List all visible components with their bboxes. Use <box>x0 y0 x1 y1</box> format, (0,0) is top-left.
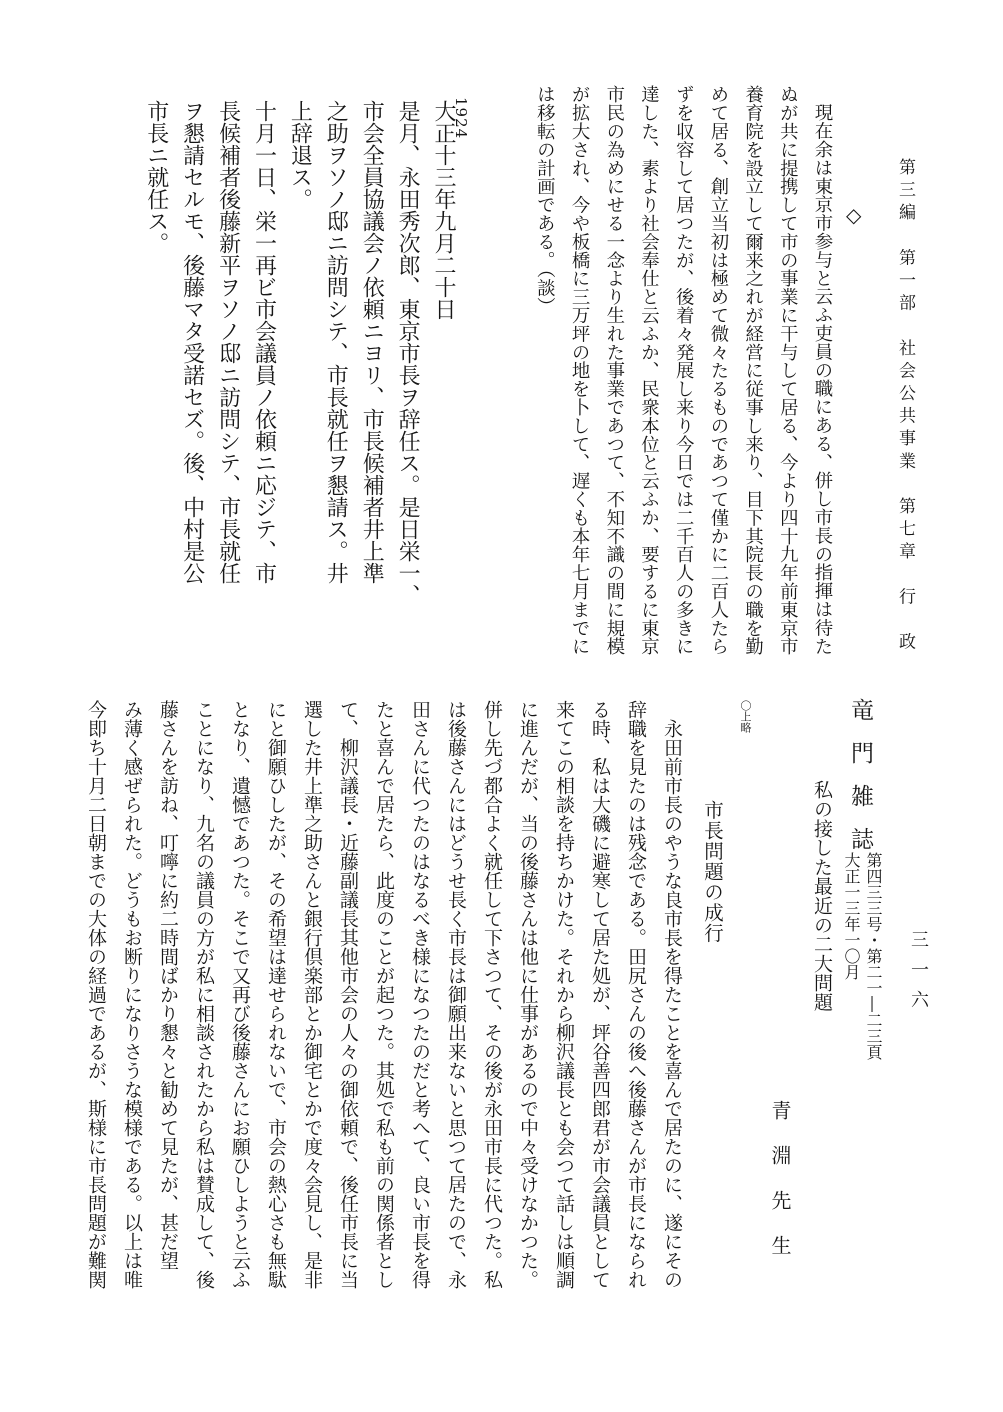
text-line: たと喜んで居たら、此度のことが起つた。其処で私も前の関係者とし <box>373 700 395 1289</box>
text-line: 来てこの相談を持ちかけた。それから柳沢議長とも会つて話しは順調 <box>553 700 575 1289</box>
text-line: 市会全員協議会ノ依頼ニヨリ、市長候補者井上準 <box>359 100 385 584</box>
chronicle-entry <box>138 100 461 606</box>
text-line: 現在余は東京市参与と云ふ吏員の職にある、併し市長の指揮は待た <box>812 103 833 656</box>
text-line: 併し先づ都合よく就任して下さつて、その後が永田市長に代つた。私 <box>481 700 503 1289</box>
text-line: 今即ち十月二日朝までの大体の経過であるが、斯様に市長問題が難関 <box>85 700 107 1289</box>
text-line: ぬが共に提携して市の事業に干与して居る、今より四十九年前東京市 <box>777 85 799 656</box>
text-line: が拡大され、今や板橋に三万坪の地を卜して、遅くも本年七月までに <box>569 85 591 656</box>
text-line: て、柳沢議長・近藤副議長其他市会の人々の御依頼で、後任市長に当 <box>337 700 359 1289</box>
chronicle-year: 1924 <box>452 97 470 140</box>
text-line: となり、遺憾であつた。そこで又再び後藤さんにお願ひしようと云ふ <box>229 700 251 1289</box>
text-line: ことになり、九名の議員の方が私に相談されたから私は賛成して、後 <box>193 700 215 1289</box>
text-line: 十月一日、栄一再ビ市会議員ノ依頼ニ応ジテ、市 <box>251 100 277 584</box>
running-head: 第三編 第一部 社会公共事業 第七章 行 政 <box>895 158 915 656</box>
text-line: 上辞退ス。 <box>287 100 313 210</box>
text-line: ヲ懇請セルモ、後藤マタ受諾セズ。後、中村是公 <box>179 100 205 584</box>
text-line: めて居る、創立当初は極めて微々たるものであつて僅かに二百人たら <box>707 85 729 656</box>
text-line: 養育院を設立して爾来之れが経営に従事し来り、目下其院長の職を勤 <box>742 85 764 656</box>
text-line: は後藤さんにはどうせ長く市長は御願出来ないと思つて居たので、永 <box>445 700 467 1289</box>
article-title: 私の接した最近の二大問題 <box>811 780 833 1012</box>
journal-reference <box>840 852 884 1060</box>
chronicle-date: 大正十三年九月二十日 <box>431 100 456 320</box>
text-line: 辞職を見たのは残念である。田尻さんの後へ後藤さんが市長になられ <box>625 700 647 1289</box>
text-line: 田さんに代つたのはなるべき様になつたのだと考へて、良い市長を得 <box>409 700 431 1289</box>
text-line: 永田前市長のやうな良市長を得たことを喜んで居たのに、遂にその <box>661 719 683 1289</box>
text-line: にと御願ひしたが、その希望は達せられないで、市会の熱心さも無駄 <box>265 700 287 1289</box>
text-line: 市長ニ就任ス。 <box>143 100 169 254</box>
text-line: 是月、永田秀次郎、東京市長ヲ辞任ス。是日栄一、 <box>395 100 421 606</box>
text-line: 選した井上準之助さんと銀行倶楽部とか御宅とかで度々会見し、是非 <box>301 700 323 1289</box>
text-line: 之助ヲソノ邸ニ訪問シテ、市長就任ヲ懇請ス。井 <box>323 100 349 584</box>
text-line: 藤さんを訪ね、叮嚀に約二時間ばかり懇々と勧めて見たが、甚だ望 <box>157 700 179 1270</box>
journal-issue: 第四三三号・第二一―二三頁 <box>864 852 883 1060</box>
top-article-body <box>527 85 839 655</box>
page-number: 三一六 <box>908 930 929 1020</box>
text-line: み薄く感ぜられた。どうもお断りになりさうな模様である。以上は唯 <box>121 700 143 1289</box>
text-line: 達した、素より社会奉仕と云ふか、民衆本位と云ふか、要するに東京 <box>638 85 660 656</box>
article-subheading: 市長問題の成行 <box>701 800 724 944</box>
text-line: は移転の計画である。（談） <box>534 85 556 315</box>
text-line: ずを収容して居つたが、後着々発展し来り今日では二千百人の多きに <box>673 85 695 656</box>
text-line: る時、私は大磯に避寒して居た処が、坪谷善四郎君が市会議員として <box>589 700 611 1289</box>
omission-note: 〇上略 <box>739 700 752 733</box>
journal-date: 大正一三年一〇月 <box>842 852 861 980</box>
text-line: 長候補者後藤新平ヲソノ邸ニ訪問シテ、市長就任 <box>215 100 241 584</box>
article-author: 青淵先生 <box>768 1100 792 1280</box>
journal-title: 竜門雑誌 <box>847 698 873 870</box>
text-line: に進んだが、当の後藤さんは他に仕事があるので中々受けなかつた。 <box>517 700 539 1289</box>
text-line: 市民の為めにせる一念より生れた事業であつて、不知不識の間に規模 <box>603 85 625 656</box>
bottom-article-body <box>78 700 690 1289</box>
section-marker: ◇ <box>846 203 862 227</box>
